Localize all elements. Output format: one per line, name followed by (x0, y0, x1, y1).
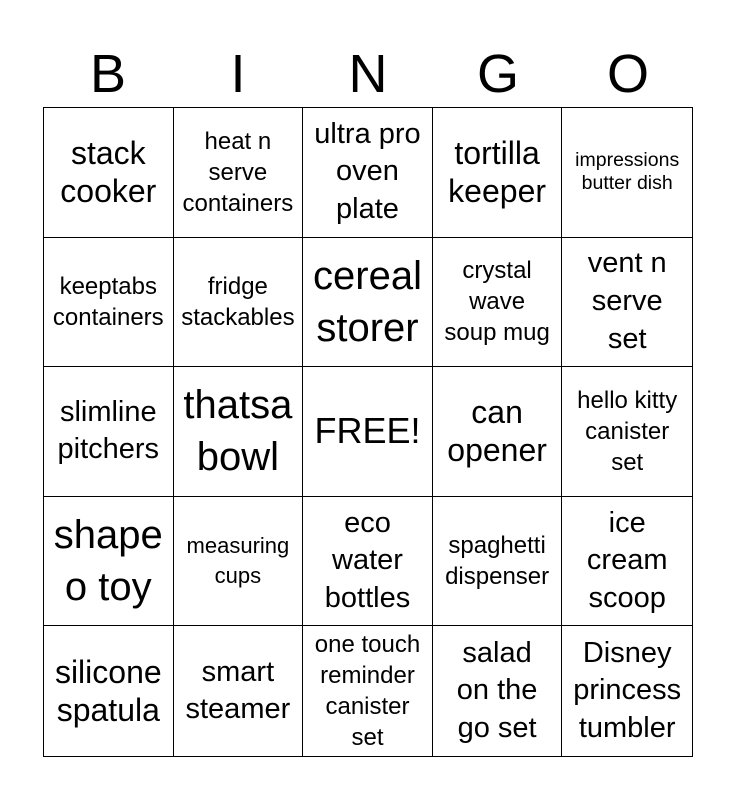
bingo-cell-r1-c3[interactable]: ultra pro oven plate (303, 108, 433, 238)
bingo-cell-r2-c5[interactable]: vent n serve set (562, 238, 692, 368)
bingo-cell-r1-c4[interactable]: tortilla keeper (433, 108, 563, 238)
bingo-cell-r5-c2[interactable]: smart steamer (174, 626, 304, 756)
bingo-cell-r1-c1[interactable]: stack cooker (44, 108, 174, 238)
bingo-cell-r4-c3[interactable]: eco water bottles (303, 497, 433, 627)
bingo-cell-r2-c2[interactable]: fridge stackables (174, 238, 304, 368)
bingo-board (43, 107, 693, 757)
bingo-header (43, 40, 693, 108)
bingo-cell-r3-c3[interactable]: FREE! (303, 367, 433, 497)
bingo-cell-r3-c2[interactable]: thatsa bowl (174, 367, 304, 497)
bingo-cell-r5-c3[interactable]: one touch reminder canister set (303, 626, 433, 756)
header-letter-n: N (348, 44, 388, 104)
bingo-cell-r4-c4[interactable]: spaghetti dispenser (433, 497, 563, 627)
header-letter-b: B (89, 44, 127, 104)
bingo-cell-r3-c1[interactable]: slimline pitchers (44, 367, 174, 497)
bingo-cell-r5-c1[interactable]: silicone spatula (44, 626, 174, 756)
header-letter-g: G (476, 44, 519, 104)
header-letter-i: I (230, 44, 246, 104)
bingo-cell-r5-c4[interactable]: salad on the go set (433, 626, 563, 756)
bingo-cell-r5-c5[interactable]: Disney princess tumbler (573, 636, 682, 745)
bingo-cell-r3-c5[interactable]: hello kitty canister set (562, 367, 692, 497)
bingo-cell-r1-c5[interactable]: impressions butter dish (562, 108, 692, 238)
bingo-cell-r2-c4[interactable]: crystal wave soup mug (433, 238, 563, 368)
bingo-cell-r2-c1[interactable]: keeptabs containers (44, 238, 174, 368)
bingo-cell-r2-c3[interactable]: cereal storer (303, 238, 433, 368)
header-letter-o: O (606, 44, 649, 104)
bingo-cell-r4-c5[interactable]: ice cream scoop (562, 497, 692, 627)
bingo-cell-r3-c4[interactable]: can opener (433, 367, 563, 497)
bingo-cell-r4-c2[interactable]: measuring cups (174, 497, 304, 627)
bingo-cell-r4-c1[interactable]: shape o toy (44, 497, 174, 627)
bingo-cell-r1-c2[interactable]: heat n serve containers (174, 108, 304, 238)
